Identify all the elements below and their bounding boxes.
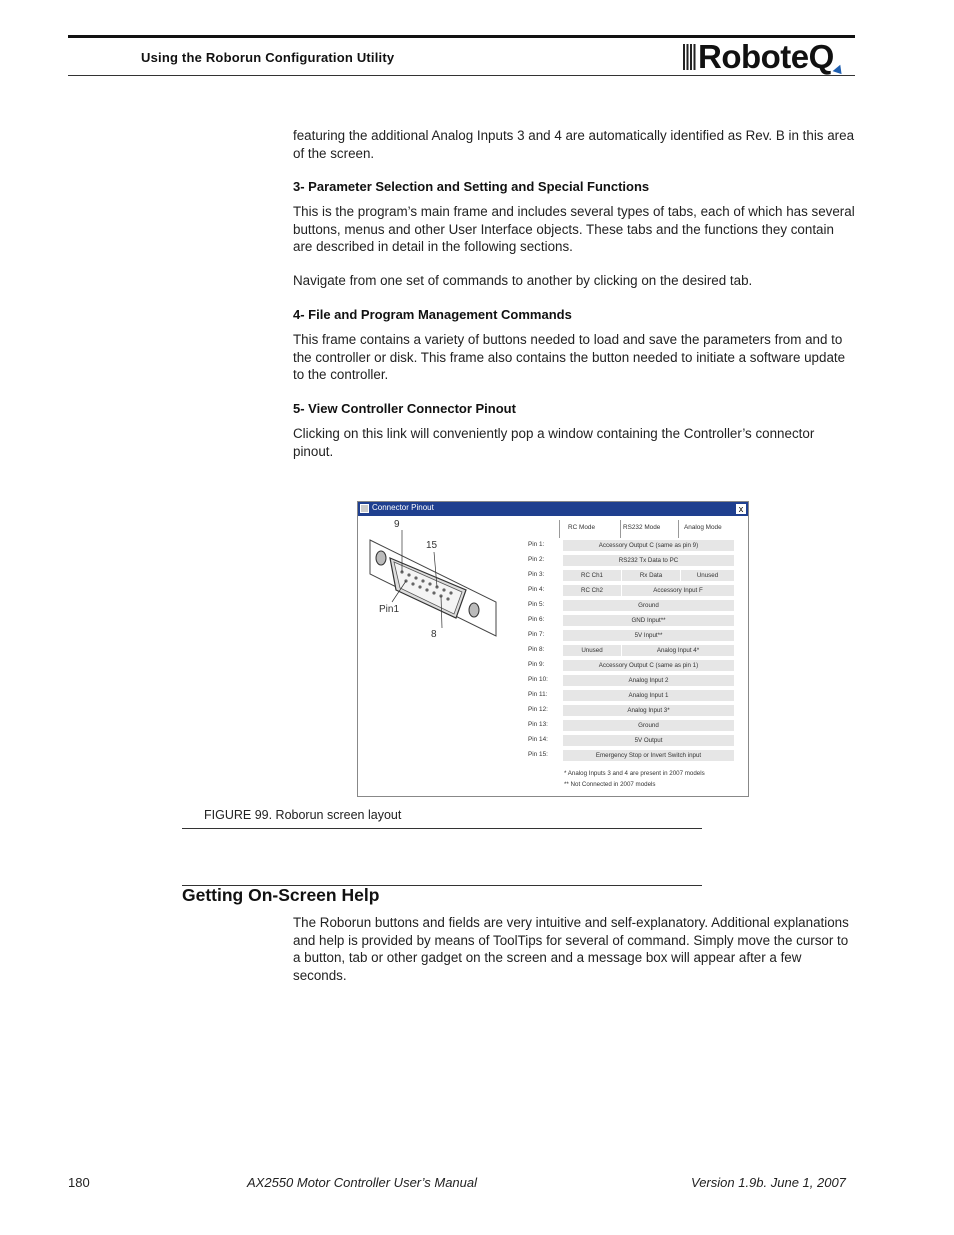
pin-assignment-cell: Unused [681,570,734,581]
pin-label: Pin 10: [528,676,548,683]
pin-assignment-cell: GND Input** [563,615,734,626]
running-header-title: Using the Roborun Configuration Utility [141,50,395,65]
figure-caption: FIGURE 99. Roborun screen layout [204,808,402,822]
connector-pinout-window [357,501,749,797]
pin-assignment-cell: 5V Input** [563,630,734,641]
window-title: Connector Pinout [372,503,434,512]
pin-assignment-cell: Accessory Input F [622,585,734,596]
app-icon [360,504,369,513]
column-header: RC Mode [568,524,595,531]
pin-assignment-cell: RC Ch1 [563,570,621,581]
subheading-connector-pinout: 5- View Controller Connector Pinout [293,401,516,416]
logo-bars-icon [683,44,697,70]
logo-wordmark: RoboteQ [698,38,834,75]
window-titlebar [358,502,748,516]
footer-manual-title: AX2550 Motor Controller User’s Manual [247,1175,478,1190]
paragraph-pinout-link: Clicking on this link will conveniently pop a window containing the Controller’s connector pinout. [293,426,815,459]
column-header: RS232 Mode [623,524,661,531]
pin-assignment-cell: 5V Output [563,735,734,746]
subheading-parameter-selection: 3- Parameter Selection and Setting and Special Functions [293,179,650,194]
footer-version: Version 1.9b. June 1, 2007 [691,1175,846,1190]
pin-assignment-cell: Accessory Output C (same as pin 9) [563,540,734,551]
pin-label: Pin 3: [528,571,545,578]
paragraph-file-frame: This frame contains a variety of buttons needed to load and save the parameters from and to the controller or disk. This frame also contains the button needed to initiate a software update to the controller. [293,332,846,382]
close-button[interactable]: x [736,504,746,514]
connector-label-9: 9 [394,519,400,530]
subheading-file-management: 4- File and Program Management Commands [293,307,572,322]
pin-assignment-cell: RC Ch2 [563,585,621,596]
footnote-analog-inputs: * Analog Inputs 3 and 4 are present in 2007 models [564,770,705,777]
pin-label: Pin 14: [528,736,548,743]
pin-assignment-cell: Analog Input 2 [563,675,734,686]
paragraph-navigate: Navigate from one set of commands to another by clicking on the desired tab. [293,273,753,288]
db15-connector-drawing [364,518,514,648]
pin-assignment-cell: Emergency Stop or Invert Switch input [563,750,734,761]
pin-label: Pin 13: [528,721,548,728]
connector-label-8: 8 [431,629,437,640]
section-body: The Roborun buttons and fields are very intuitive and self-explanatory. Additional explanations and help is provided by means of ToolTips for several of command. Simply move the cursor to a button, tab or other gadget on the screen and a message box will appear after a few seconds. [293,915,849,983]
pin-assignment-cell: Analog Input 1 [563,690,734,701]
pin-assignment-cell: Ground [563,600,734,611]
pin-label: Pin 11: [528,691,548,698]
pin-assignment-cell: RS232 Tx Data to PC [563,555,734,566]
connector-label-pin1: Pin1 [379,604,400,615]
pin-label: Pin 5: [528,601,545,608]
pin-label: Pin 9: [528,661,545,668]
caption-rule [182,828,702,829]
pin-assignment-cell: Accessory Output C (same as pin 1) [563,660,734,671]
section-heading: Getting On-Screen Help [182,885,380,905]
pin-assignment-cell: Analog Input 4* [622,645,734,656]
pin-label: Pin 1: [528,541,545,548]
pin-assignment-cell: Rx Data [622,570,680,581]
column-separator [620,520,621,538]
column-header: Analog Mode [684,524,722,531]
pin-label: Pin 7: [528,631,545,638]
connector-label-15: 15 [426,540,438,551]
pin-label: Pin 8: [528,646,545,653]
pin-assignment-cell: Analog Input 3* [563,705,734,716]
header-bottom-rule [68,75,855,76]
pin-label: Pin 15: [528,751,548,758]
column-separator [678,520,679,538]
roboteq-logo [683,40,858,74]
footnote-not-connected: ** Not Connected in 2007 models [564,781,656,788]
column-separator [559,520,560,538]
pin-assignment-cell: Unused [563,645,621,656]
pin-assignment-cell: Ground [563,720,734,731]
paragraph-main-frame: This is the program’s main frame and includes several types of tabs, each of which has several buttons, menus and other User Interface objects. These tabs and the functions they contain are described in detail in the following sections. [293,204,855,254]
page-number: 180 [68,1175,90,1190]
pin-label: Pin 12: [528,706,548,713]
pin-label: Pin 2: [528,556,545,563]
intro-paragraph: featuring the additional Analog Inputs 3 and 4 are automatically identified as Rev. B in this area of the screen. [293,128,855,161]
pin-label: Pin 4: [528,586,545,593]
pin-label: Pin 6: [528,616,545,623]
